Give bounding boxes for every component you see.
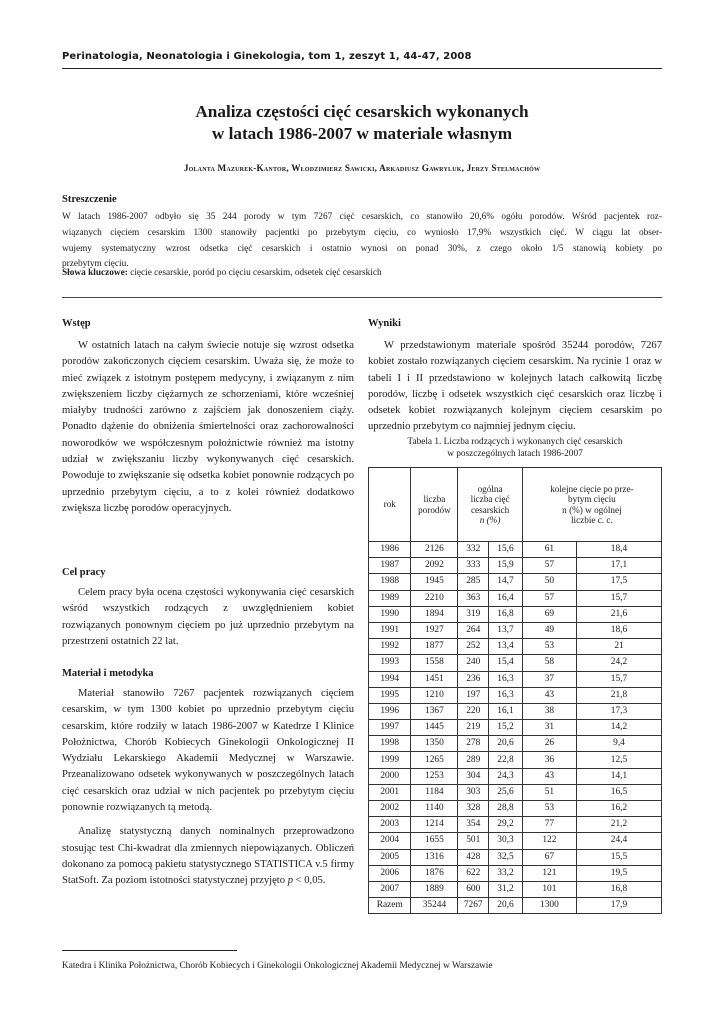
- footnote: Katedra i Klinika Położnictwa, Chorób Kobiecych i Ginekologii Onkologicznej Akademii Medycznej w Warszawie: [62, 961, 493, 971]
- table-cell: 17,1: [577, 558, 662, 574]
- paragraph: W przedstawionym materiale spośród 35244 porodów, 7267 kobiet zostało rozwiązanych cięciem cesarskim. Na rycinie 1 oraz w tabeli I i II przedstawiono w kolejnych latach całkowitą liczbę porodów, liczbę i odsetek wszystkich cięć cesarskich oraz liczbę i odsetek kobiet rozwiązanych kolejnym cięciem cesarskim po uprzednio przebytym co najmniej jednym cięciu.: [368, 340, 662, 433]
- paragraph-text: Analizę statystyczną danych nominalnych przeprowadzono stosując test Chi-kwadrat dla zmiennych niepowiązanych. Obliczeń dokonano za pomocą pakietu statystycznego STATISTICA v.5 firmy StatSoft. Za poziom istotności statystycznej przyjęto: [62, 826, 354, 887]
- abstract-line: W latach 1986-2007 odbyło się 35 244 porody w tym 7267 cięć cesarskich, co stanowiło 20,6% ogółu porodów. Wśród pacjentek roz-: [62, 212, 662, 222]
- header-line: ogólna: [477, 483, 503, 494]
- table-cell: 1316: [411, 849, 458, 865]
- table-cell: 15,6: [489, 542, 523, 558]
- table-cell: 20,6: [489, 898, 523, 914]
- table-cell: 33,2: [489, 865, 523, 881]
- table-cell: 9,4: [577, 736, 662, 752]
- header-line: liczba: [423, 494, 446, 504]
- table-row: [369, 558, 662, 574]
- table-row: [369, 542, 662, 558]
- table-cell: 2210: [411, 590, 458, 606]
- paragraph: Materiał stanowiło 7267 pacjentek rozwiązanych cięciem cesarskim, w tym 1300 kobiet po uprzednio przebytym cięciu cesarskim, które rodziły w latach 1986-2007 w Katedrze I Klinice Położnictwa, Chorób Kobiecych Ginekologii Onkologicznej II Wydziału Lekarskiego Akademii Medycznej w Warszawie. Przeanalizowano odsetek wykonywanych w poszczególnych latach cięć cesarskich oraz udział w nich pacjentek po przebytym cięciu ponownie rozwiązanych tą metodą.: [62, 688, 354, 814]
- table-row: [369, 606, 662, 622]
- table-cell: 43: [522, 768, 576, 784]
- abstract-text: [62, 210, 662, 273]
- table-body: [369, 542, 662, 914]
- table-row: [369, 817, 662, 833]
- table-cell: 1996: [369, 703, 411, 719]
- table-cell: 1987: [369, 558, 411, 574]
- table-cell: 2001: [369, 784, 411, 800]
- table-cell: 53: [522, 801, 576, 817]
- table-cell: 32,5: [489, 849, 523, 865]
- table-cell: 77: [522, 817, 576, 833]
- table-cell: 29,2: [489, 817, 523, 833]
- section-wstep-body: [62, 338, 354, 517]
- table-row: [369, 639, 662, 655]
- section-heading-wyniki: Wyniki: [368, 318, 401, 329]
- data-table: [368, 467, 662, 914]
- abstract-line: przebytym cięciu.: [62, 259, 129, 270]
- header-rule: [62, 68, 662, 69]
- table-cell: 363: [458, 590, 489, 606]
- table-cell: Razem: [369, 898, 411, 914]
- table-cell: 16,3: [489, 671, 523, 687]
- table-cell: 220: [458, 703, 489, 719]
- table-cell: 1945: [411, 574, 458, 590]
- table-cell: 1998: [369, 736, 411, 752]
- table-cell: 1300: [522, 898, 576, 914]
- table-cell: 20,6: [489, 736, 523, 752]
- table-cell: 16,4: [489, 590, 523, 606]
- table-cell: 121: [522, 865, 576, 881]
- table-cell: 16,2: [577, 801, 662, 817]
- table-cell: 15,9: [489, 558, 523, 574]
- table-row: [369, 752, 662, 768]
- section-wyniki-body: [368, 338, 662, 436]
- table-cell: 37: [522, 671, 576, 687]
- journal-header: Perinatologia, Neonatologia i Ginekologia, tom 1, zeszyt 1, 44-47, 2008: [62, 51, 472, 62]
- table-cell: 69: [522, 606, 576, 622]
- table-cell: 328: [458, 801, 489, 817]
- table-cell: 26: [522, 736, 576, 752]
- table-cell: 18,6: [577, 622, 662, 638]
- section-heading-cel: Cel pracy: [62, 567, 106, 578]
- table-cell: 1558: [411, 655, 458, 671]
- table-row: [369, 801, 662, 817]
- table-cell: 1994: [369, 671, 411, 687]
- table-cell: 35244: [411, 898, 458, 914]
- header-line: liczbie c. c.: [570, 515, 613, 525]
- table-cell: 122: [522, 833, 576, 849]
- paragraph: Celem pracy była ocena częstości wykonywania cięć cesarskich wśród wszystkich rodzących z uwzględnieniem kobiet rozwiązanych ponownym cięciem po już uprzednio przebytym na przestrzeni ostatnich 22 lat.: [62, 587, 354, 647]
- p-symbol: p: [287, 875, 293, 887]
- table-cell: 501: [458, 833, 489, 849]
- table-cell: 1988: [369, 574, 411, 590]
- table-caption: [368, 436, 662, 460]
- table-cell: 49: [522, 622, 576, 638]
- table-cell: 354: [458, 817, 489, 833]
- table-cell: 25,6: [489, 784, 523, 800]
- table-cell: 1927: [411, 622, 458, 638]
- table-cell: 1253: [411, 768, 458, 784]
- table-cell: 14,7: [489, 574, 523, 590]
- table-cell: 219: [458, 720, 489, 736]
- abstract-line: wiązanych cięciem cesarskim 1300 stanowiły pacjentki po przebytym cięciu, co wyniosło 17,9% wszystkich cięć. W ciągu lat obser-: [62, 227, 662, 238]
- table-cell: 1986: [369, 542, 411, 558]
- table-cell: 21,2: [577, 817, 662, 833]
- table-cell: 622: [458, 865, 489, 881]
- table-cell: 2092: [411, 558, 458, 574]
- table-cell: 51: [522, 784, 576, 800]
- table-cell: 1214: [411, 817, 458, 833]
- table-row: [369, 849, 662, 865]
- table-row: [369, 622, 662, 638]
- table-cell: 14,2: [577, 720, 662, 736]
- table-cell: 319: [458, 606, 489, 622]
- table-cell: 2003: [369, 817, 411, 833]
- table-row: [369, 590, 662, 606]
- section-material-body: [62, 686, 354, 890]
- table-cell: 1140: [411, 801, 458, 817]
- table-row: [369, 703, 662, 719]
- table-row: [369, 768, 662, 784]
- table-cell: 1894: [411, 606, 458, 622]
- table-cell: 264: [458, 622, 489, 638]
- table-cell: 15,4: [489, 655, 523, 671]
- table-cell: 16,1: [489, 703, 523, 719]
- table-cell: 30,3: [489, 833, 523, 849]
- table-cell: 333: [458, 558, 489, 574]
- table-row: [369, 865, 662, 881]
- table-cell: 285: [458, 574, 489, 590]
- table-cell: 1997: [369, 720, 411, 736]
- table-cell: 1184: [411, 784, 458, 800]
- table-cell: 2007: [369, 881, 411, 897]
- abstract-line: wujemy systematyczny wzrost odsetka cięć cesarskich i ostatnio wynosi on ponad 30%, z czego około 1/5 stanowią kobiety po: [62, 243, 662, 254]
- table-cell: 19,5: [577, 865, 662, 881]
- table-cell: 13,7: [489, 622, 523, 638]
- table-cell: 16,8: [489, 606, 523, 622]
- table-cell: 57: [522, 590, 576, 606]
- table-cell: 197: [458, 687, 489, 703]
- paragraph: [62, 824, 354, 889]
- table-cell: 16,3: [489, 687, 523, 703]
- table-cell: 15,7: [577, 671, 662, 687]
- authors: Jolanta Mazurek-Kantor, Włodzimierz Sawicki, Arkadiusz Gawryluk, Jerzy Stelmachów: [183, 163, 541, 173]
- table-row: [369, 720, 662, 736]
- table-cell: 36: [522, 752, 576, 768]
- title-line-2: w latach 1986-2007 w materiale własnym: [211, 124, 513, 143]
- table-cell: 1993: [369, 655, 411, 671]
- table-cell: 2006: [369, 865, 411, 881]
- col-header-rok: rok: [369, 468, 411, 542]
- table-cell: 289: [458, 752, 489, 768]
- table-cell: 332: [458, 542, 489, 558]
- p-value: < 0,05.: [295, 875, 326, 887]
- header-line: cesarskich: [470, 504, 510, 515]
- table-cell: 1989: [369, 590, 411, 606]
- abstract-separator: [62, 297, 662, 298]
- table-cell: 16,5: [577, 784, 662, 800]
- table-cell: 1350: [411, 736, 458, 752]
- table-cell: 600: [458, 881, 489, 897]
- table-cell: 15,5: [577, 849, 662, 865]
- footnote-rule: [62, 950, 237, 951]
- table-cell: 22,8: [489, 752, 523, 768]
- table-cell: 252: [458, 639, 489, 655]
- table-cell: 1655: [411, 833, 458, 849]
- table-cell: 1990: [369, 606, 411, 622]
- col-header-ogolna: [458, 468, 522, 542]
- table-cell: 14,1: [577, 768, 662, 784]
- table-row: [369, 671, 662, 687]
- table-cell: 31,2: [489, 881, 523, 897]
- caption-line-2: w poszczególnych latach 1986-2007: [447, 449, 583, 459]
- table-cell: 1451: [411, 671, 458, 687]
- table-cell: 21: [577, 639, 662, 655]
- table-cell: 16,8: [577, 881, 662, 897]
- table-row: [369, 881, 662, 897]
- table-cell: 17,5: [577, 574, 662, 590]
- table-cell: 1992: [369, 639, 411, 655]
- table-row: [369, 574, 662, 590]
- table-cell: 1367: [411, 703, 458, 719]
- table-row: [369, 833, 662, 849]
- table-cell: 17,9: [577, 898, 662, 914]
- keywords: [62, 268, 662, 278]
- table-cell: 1210: [411, 687, 458, 703]
- table-cell: 1876: [411, 865, 458, 881]
- header-line: porodów: [418, 504, 451, 515]
- table-cell: 7267: [458, 898, 489, 914]
- table-cell: 1999: [369, 752, 411, 768]
- table-cell: 304: [458, 768, 489, 784]
- title-line-1: Analiza częstości cięć cesarskich wykonanych: [195, 102, 529, 121]
- keywords-label: Słowa kluczowe:: [62, 268, 128, 278]
- table-cell: 2005: [369, 849, 411, 865]
- table-cell: 57: [522, 558, 576, 574]
- table-cell: 18,4: [577, 542, 662, 558]
- table-cell: 2002: [369, 801, 411, 817]
- table-row: [369, 736, 662, 752]
- section-heading-wstep: Wstęp: [62, 318, 91, 329]
- header-line: bytym cięciu: [568, 494, 616, 504]
- table-cell: 101: [522, 881, 576, 897]
- table-cell: 24,2: [577, 655, 662, 671]
- header-line: liczba cięć: [470, 494, 510, 504]
- table-cell: 2004: [369, 833, 411, 849]
- table-cell: 58: [522, 655, 576, 671]
- header-line: n (%): [479, 515, 501, 525]
- header-line: n (%) w ogólnej: [562, 504, 622, 515]
- table-cell: 43: [522, 687, 576, 703]
- table-cell: 1265: [411, 752, 458, 768]
- table-cell: 50: [522, 574, 576, 590]
- table-cell: 31: [522, 720, 576, 736]
- table-cell: 303: [458, 784, 489, 800]
- table-cell: 1877: [411, 639, 458, 655]
- table-cell: 61: [522, 542, 576, 558]
- keywords-text: cięcie cesarskie, poród po cięciu cesarskim, odsetek cięć cesarskich: [130, 268, 382, 278]
- table-cell: 2000: [369, 768, 411, 784]
- col-header-kolejne: [522, 468, 661, 542]
- abstract-heading: Streszczenie: [62, 194, 117, 205]
- table-cell: 278: [458, 736, 489, 752]
- paragraph: W ostatnich latach na całym świecie notuje się wzrost odsetka porodów zakończonych cięciem cesarskim. Uważa się, że może to mieć związek z istotnym postępem medycyny, i związanym z nim zwiększeniem liczby ciężarnych ze schorzeniami, które wcześniej miałyby trudności zarówno z zajściem jak donoszeniem ciąży. Ponadto dążenie do obniżenia śmiertelności oraz zachorowalności noworodków we współczesnym położnictwie również ma istotny udział w zwiększaniu liczby wykonywanych cięć cesarskich. Powoduje to zwiększanie się odsetka kobiet ponownie rodzących po uprzednio przebytym cięciu, a to z kolei również dodatkowo zwiększa liczbę porodów operacyjnych.: [62, 340, 354, 514]
- table-cell: 24,4: [577, 833, 662, 849]
- table-cell: 1995: [369, 687, 411, 703]
- table-cell: 1991: [369, 622, 411, 638]
- table-cell: 67: [522, 849, 576, 865]
- table-row: [369, 784, 662, 800]
- section-heading-material: Materiał i metodyka: [62, 668, 154, 679]
- table-cell: 13,4: [489, 639, 523, 655]
- table-row: [369, 655, 662, 671]
- paper-title: [62, 101, 662, 145]
- section-cel-body: [62, 585, 354, 650]
- table-cell: 236: [458, 671, 489, 687]
- table-row: [369, 687, 662, 703]
- table-cell: 17,3: [577, 703, 662, 719]
- table-cell: 428: [458, 849, 489, 865]
- table-cell: 28,8: [489, 801, 523, 817]
- table-row: [369, 898, 662, 914]
- table-cell: 38: [522, 703, 576, 719]
- table-cell: 21,8: [577, 687, 662, 703]
- table-cell: 240: [458, 655, 489, 671]
- table-cell: 1889: [411, 881, 458, 897]
- header-line: kolejne cięcie po prze-: [550, 483, 634, 494]
- col-header-liczba: [411, 468, 458, 542]
- caption-line-1: Tabela 1. Liczba rodzących i wykonanych cięć cesarskich: [407, 437, 623, 447]
- table-cell: 1445: [411, 720, 458, 736]
- table-cell: 53: [522, 639, 576, 655]
- table-cell: 21,6: [577, 606, 662, 622]
- table-cell: 24,3: [489, 768, 523, 784]
- table-cell: 15,7: [577, 590, 662, 606]
- table-cell: 2126: [411, 542, 458, 558]
- table-cell: 15,2: [489, 720, 523, 736]
- table-cell: 12,5: [577, 752, 662, 768]
